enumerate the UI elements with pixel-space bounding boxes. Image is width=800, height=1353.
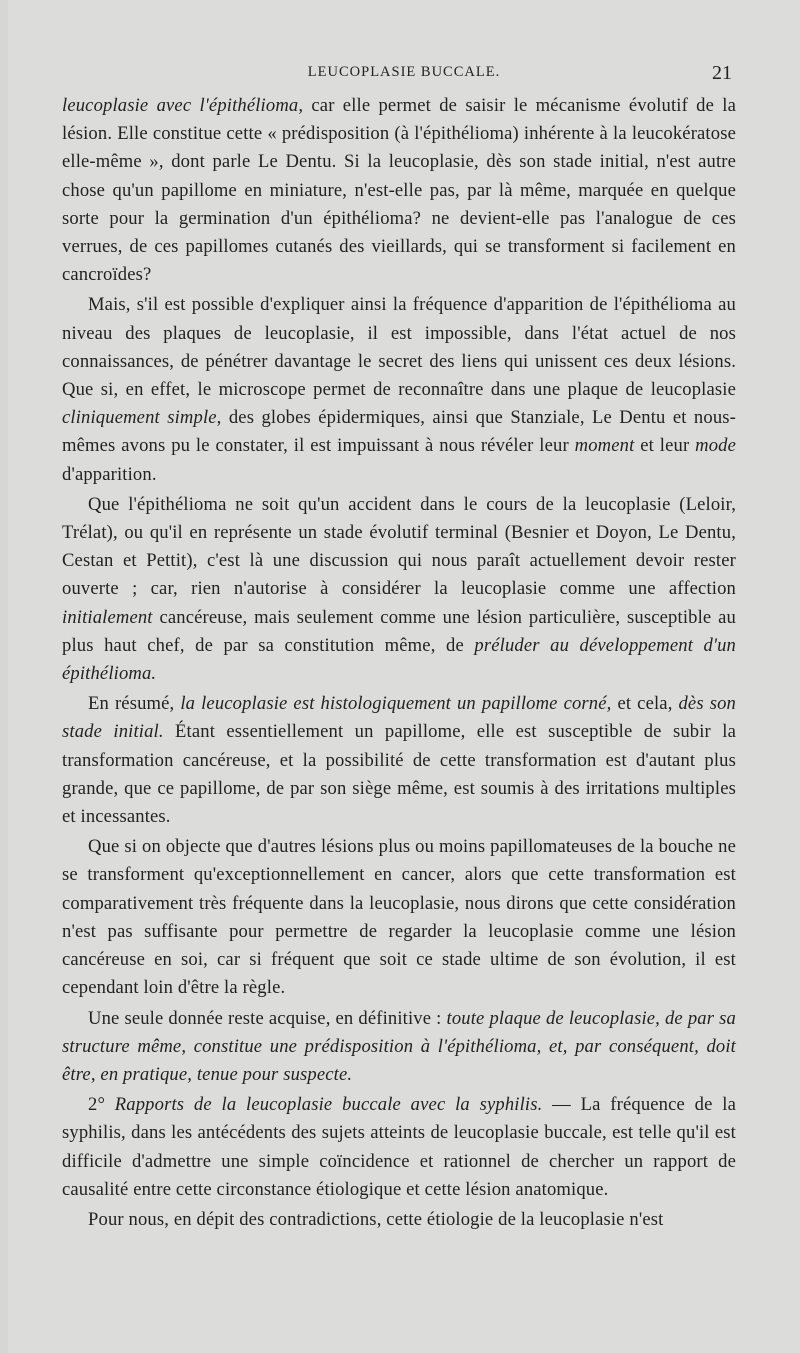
italic-run: leucoplasie avec l'épithélioma,	[62, 95, 304, 116]
paragraph	[62, 491, 736, 688]
running-head	[8, 64, 800, 86]
italic-run: initialement	[62, 606, 153, 628]
text-run: Que si on objecte que d'autres lésions plus ou moins papillomateuses de la bouche ne se transforment qu'exceptionnellement en cancer, alors que cette transformation est comparativement très fréquente dans la leucoplasie, nous dirons que cette considération n'est pas suffisante pour permettre de regarder la leucoplasie comme une lésion cancéreuse en soi, car si fréquent que soit ce stade ultime de son évolution, il est cependant loin d'être la règle.	[62, 836, 736, 999]
text-run: Pour nous, en dépit des contradictions, cette étiologie de la leucoplasie n'est	[88, 1208, 664, 1230]
text-run: Étant essentiellement un papillome, elle est susceptible de subir la transformation cancéreuse, et la possibilité de cette transformation est d'autant plus grande, que ce papillome, de par son siège même, est soumis à des irritations multiples et incessantes.	[62, 721, 736, 828]
text-run: , des globes épidermiques, ainsi que Stanziale, Le Dentu et nous-mêmes avons pu le constater, il est impuissant à nous révéler leur	[62, 407, 737, 457]
italic-run: toute plaque de leucoplasie, de par sa structure même, constitue une prédisposition à l'épithélioma, et, par conséquent, doit être, en pratique, tenue pour suspecte.	[62, 1007, 736, 1085]
italic-run: moment	[574, 435, 635, 457]
text-run: cancéreuse, mais seulement comme une lésion particulière, susceptible au plus haut chef, de par sa constitution même, de	[62, 606, 736, 656]
text-run: En résumé,	[88, 693, 181, 715]
text-run: Mais, s'il est possible d'expliquer ainsi la fréquence d'apparition de l'épithélioma au niveau des plaques de leucoplasie, il est impossible, dans l'état actuel de nos connaissances, de pénétrer davantage le secret des liens qui unissent ces deux lésions. Que si, en effet, le microscope permet de reconnaître dans une plaque de leucoplasie	[62, 294, 736, 401]
italic-run: Rapports de la leucoplasie buccale avec la syphilis.	[114, 1094, 543, 1116]
paragraph	[62, 1206, 736, 1234]
italic-run: mode	[695, 435, 736, 457]
running-title: LEUCOPLASIE BUCCALE.	[307, 64, 501, 80]
text-run: et cela,	[611, 693, 679, 715]
text-run: Que l'épithélioma ne soit qu'un accident dans le cours de la leucoplasie (Leloir, Trélat), ou qu'il en représente un stade évolutif terminal (Besnier et Doyon, Le Dentu, Cestan et Pettit), c'est là une discussion qui nous paraît actuellement devoir rester ouverte ; car, rien n'autorise à considérer la leucoplasie comme une affection	[62, 493, 736, 600]
text-run: — La fréquence de la syphilis, dans les antécédents des sujets atteints de leucoplasie buccale, est telle qu'il est difficile d'admettre une simple coïncidence et rationnel de chercher un rapport de causalité entre cette circonstance étiologique et cette lésion anatomique.	[62, 1094, 736, 1200]
text-run: 2°	[88, 1094, 115, 1116]
paragraph	[62, 1005, 736, 1090]
paragraph	[62, 690, 736, 831]
body-text	[62, 92, 736, 1236]
italic-run: la leucoplasie est histologiquement un papillome corné,	[180, 693, 612, 715]
italic-run: préluder au développement d'un épithélioma.	[62, 634, 736, 685]
text-run: Une seule donnée reste acquise, en définitive :	[88, 1007, 447, 1029]
italic-run: dès son stade initial.	[62, 693, 736, 743]
paragraph	[62, 1091, 736, 1204]
paragraph	[62, 833, 736, 1002]
paragraph	[62, 92, 736, 289]
paragraph	[62, 291, 736, 488]
text-run: et leur	[634, 435, 696, 457]
text-run: car elle permet de saisir le mécanisme évolutif de la lésion. Elle constitue cette « prédisposition (à l'épithélioma) inhérente à la leucokératose elle-même », dont parle Le Dentu. Si la leucoplasie, dès son stade initial, n'est autre chose qu'un papillome en miniature, n'est-elle pas, par là même, marquée en quelque sorte pour la germination d'un épithélioma? ne devient-elle pas l'analogue de ces verrues, de ces papillomes cutanés des vieillards, qui se transforment si facilement en cancroïdes?	[62, 95, 736, 286]
italic-run: cliniquement simple	[62, 407, 217, 429]
book-page	[8, 0, 800, 1353]
page-number: 21	[712, 62, 732, 84]
text-run: d'apparition.	[62, 463, 157, 485]
